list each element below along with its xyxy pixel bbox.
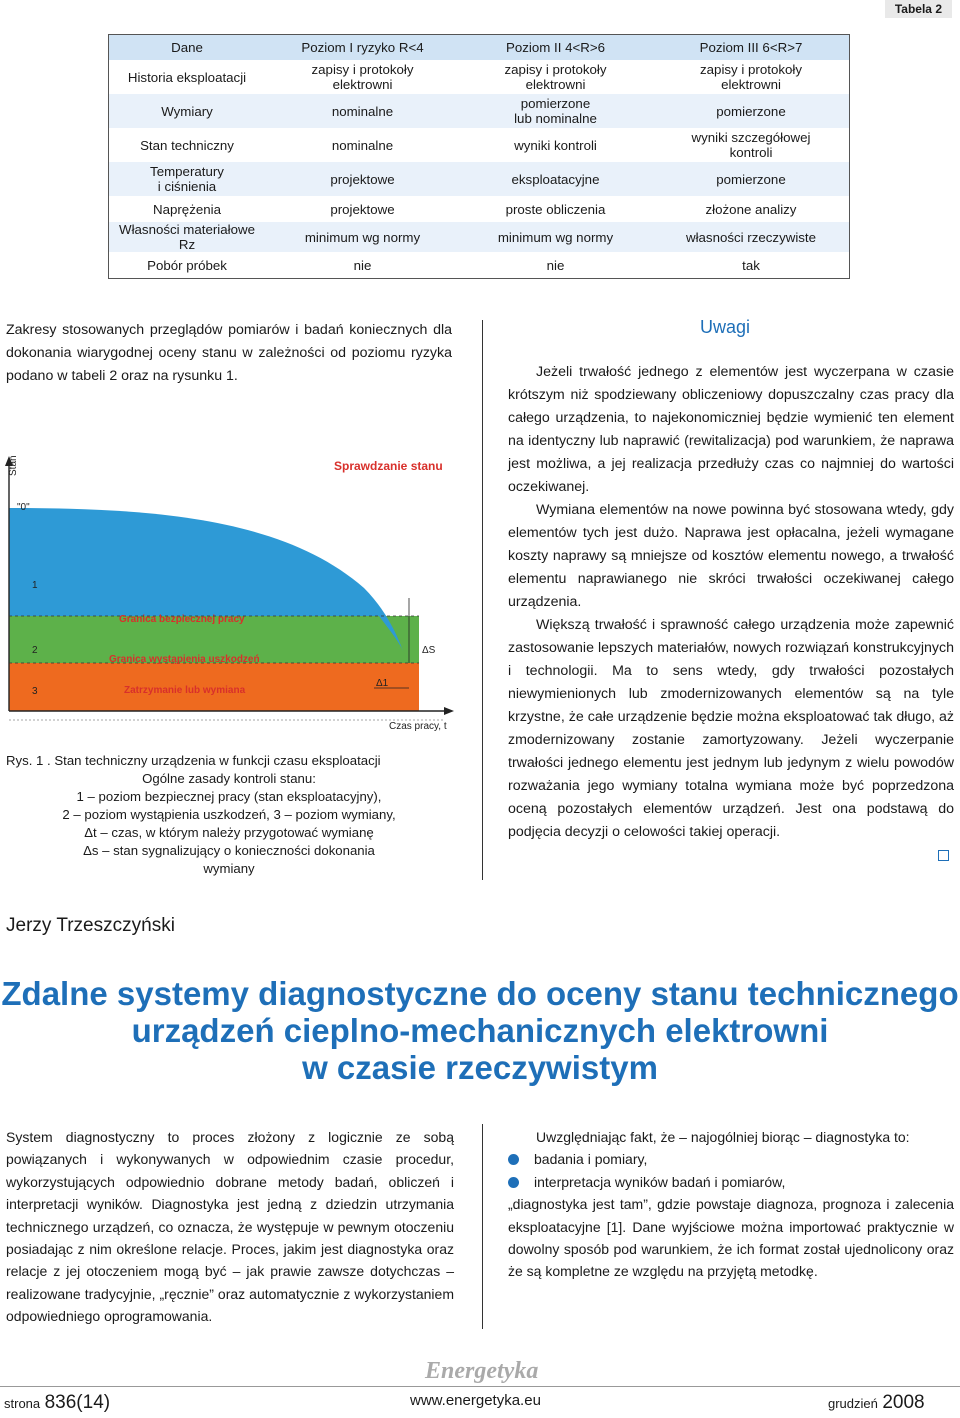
- table-cell: Pobór próbek: [147, 257, 227, 273]
- issue-date: [828, 1392, 925, 1414]
- article-title: [0, 975, 960, 1086]
- x-axis-arrow-icon: [444, 707, 454, 715]
- lower-column-divider: [482, 1124, 483, 1329]
- table-cell: pomierzone lub nominalne: [459, 94, 652, 128]
- table-cell: Historia eksploatacji: [127, 69, 247, 85]
- caption-line: 2 – poziom wystąpienia uszkodzeń, 3 – poziom wymiany,: [62, 807, 396, 822]
- caption-line: Rys. 1 . Stan techniczny urządzenia w funkcji czasu eksploatacji: [6, 753, 381, 768]
- column-divider: [482, 320, 483, 880]
- table-cell: minimum wg normy: [459, 222, 652, 252]
- footer-url[interactable]: www.energetyka.eu: [410, 1392, 541, 1409]
- band-3-label: Zatrzymanie lub wymiana: [124, 685, 246, 696]
- table-cell: Naprężenia: [152, 201, 221, 217]
- table-cell: nominalne: [331, 137, 394, 153]
- table-row: [108, 252, 850, 278]
- author-name: Jerzy Trzeszczyński: [6, 915, 175, 936]
- table-cell: eksploatacyjne: [459, 162, 652, 196]
- table-row: [108, 162, 850, 196]
- table-cell: zapisy i protokoły elektrowni: [504, 62, 607, 92]
- figure-title: Sprawdzanie stanu: [334, 459, 443, 473]
- lower-right-intro: Uwzględniając fakt, że – najogólniej biorąc – diagnostyka to:: [536, 1129, 910, 1145]
- article-title-line: urządzeń cieplno-mechanicznych elektrowni: [131, 1012, 829, 1049]
- level-zero-label: "0": [17, 502, 30, 513]
- table-row: [108, 222, 850, 252]
- y-axis-label: Stan: [8, 455, 19, 476]
- uwagi-column: [508, 361, 954, 844]
- level-1-label: 1: [32, 580, 38, 591]
- table-cell: pomierzone: [652, 94, 850, 128]
- x-axis-label: Czas pracy, t: [389, 721, 447, 732]
- table-cell: wyniki szczegółowej kontroli: [691, 130, 811, 160]
- level-2-label: 2: [32, 645, 38, 656]
- band-2-label: Granica wystąpienia uszkodzeń: [109, 654, 260, 665]
- uwagi-heading: Uwagi: [700, 317, 751, 337]
- issue-year: 2008: [882, 1392, 925, 1413]
- table-header: Poziom III 6<R>7: [652, 34, 850, 60]
- table-cell: złożone analizy: [705, 201, 797, 217]
- table-cell: projektowe: [266, 162, 459, 196]
- table-header: Poziom I ryzyko R<4: [266, 34, 459, 60]
- table-cell: nie: [546, 257, 565, 273]
- table-row: [108, 94, 850, 128]
- list-item: badania i pomiary,: [508, 1148, 954, 1170]
- caption-line: 1 – poziom bezpiecznej pracy (stan eksploatacyjny),: [76, 789, 382, 804]
- table-label: Tabela 2: [885, 0, 952, 18]
- table-cell: zapisy i protokoły elektrowni: [700, 62, 802, 92]
- table-header: Poziom II 4<R>6: [459, 34, 652, 60]
- delta-t-label: Δ1: [376, 678, 389, 689]
- end-of-article-square-icon: [938, 850, 949, 861]
- figure-caption: [6, 752, 452, 878]
- table-row: [108, 196, 850, 222]
- table-cell: zapisy i protokoły elektrowni: [311, 62, 414, 92]
- table-cell: proste obliczenia: [505, 201, 606, 217]
- table-row: [108, 60, 850, 94]
- lower-right-outro: „diagnostyka jest tam”, gdzie powstaje diagnoza, prognoza i zalecenia eksploatacyjne [1]. Dane wyjściowe można importować praktycznie w dowolny sposób pod warunkiem, że ich format został ujednolicony oraz że są kompletne ze względu na przyjętą metodkę.: [508, 1196, 954, 1280]
- footer-rule: [0, 1386, 960, 1387]
- condition-over-time-figure: [4, 448, 454, 738]
- lower-right-column: [508, 1126, 954, 1283]
- issue-month: grudzień: [828, 1396, 878, 1411]
- article-title-line: Zdalne systemy diagnostyczne do oceny stanu technicznego: [1, 975, 959, 1012]
- caption-line: Δs – stan sygnalizujący o konieczności dokonania: [83, 843, 375, 858]
- delta-s-label: ΔS: [422, 645, 436, 656]
- table-cell: Stan techniczny: [140, 137, 234, 153]
- caption-line: Δt – czas, w którym należy przygotować wymianę: [84, 825, 374, 840]
- list-item: interpretacja wyników badań i pomiarów,: [508, 1171, 954, 1193]
- caption-line: wymiany: [203, 861, 255, 876]
- diagnostics-bullet-list: [508, 1148, 954, 1193]
- table-cell: projektowe: [330, 201, 395, 217]
- energetyka-logo: Energetyka: [425, 1358, 539, 1384]
- table-cell: minimum wg normy: [266, 222, 459, 252]
- table-cell: Wymiary: [108, 94, 266, 128]
- page-number: [4, 1392, 110, 1414]
- intro-paragraph: Zakresy stosowanych przeglądów pomiarów i badań koniecznych dla dokonania wiarygodnej oceny stanu w zależności od poziomu ryzyka podano w tabeli 2 oraz na rysunku 1.: [6, 322, 452, 384]
- table-cell: tak: [742, 257, 760, 273]
- band-1-label: Granica bezpiecznej pracy: [119, 614, 245, 625]
- risk-level-table: [108, 34, 850, 278]
- article-title-line: w czasie rzeczywistym: [302, 1049, 658, 1086]
- lower-left-paragraph: System diagnostyczny to proces złożony z logicznie ze sobą powiązanych i wykonywanych w odpowiednim czasie procedur, wykorzystujących odpowiednio dobrane metody badań, obliczeń i interpretacji wyników. Diagnostyka jest jedną z dziedzin utrzymania technicznego urządzeń, co oznacza, że występuje w pewnym otoczeniu posiadając z nim określone relacje. Proces, jakim jest diagnostyka oraz relacje z jej otoczeniem mogą być – jak prawie zawsze dotychczas – realizowane tradycyjnie, „ręcznie” oraz automatycznie z wykorzystaniem odpowiedniego oprogramowania.: [6, 1129, 454, 1325]
- table-header: Dane: [108, 34, 266, 60]
- table-cell: wyniki kontroli: [514, 137, 597, 153]
- page-number-value: 836(14): [44, 1392, 111, 1413]
- table-cell: pomierzone: [652, 162, 850, 196]
- uwagi-paragraph: Większą trwałość i sprawność całego urządzenia może zapewnić zastosowanie lepszych materiałów, nowych rozwiązań konstrukcyjnych i technologii. Ma to sens wtedy, gdy trwałości pozostałych niewymienionych lub zmodernizowanych elementów są na tyle krzystne, że całe urządzenie będzie można eksploatować tak długo, aż zmodernizowany zostanie zamortyzowany. Jeżeli wyczerpanie trwałości jednego elementu jest jednym lub jedynym z wielu powodów rozważania jego wymiany totalna wymiana może być poprzedzona oceną pozostałych elementów urządzeń. Jest ona podstawą do podjęcia decyzji o celowości takiej operacji.: [508, 617, 954, 840]
- table-cell: Temperatury i ciśnienia: [108, 162, 266, 196]
- caption-line: Ogólne zasady kontroli stanu:: [142, 771, 316, 786]
- table-cell: własności rzeczywiste: [652, 222, 850, 252]
- uwagi-paragraph: Wymiana elementów na nowe powinna być stosowana wtedy, gdy elementów tych jest dużo. Naprawa jest opłacalna, jeżeli wymagane koszty naprawy są mniejsze od kosztów elementu nowego, a trwałość elementu naprawianego nie skróci trwałości oczekiwanej całego urządzenia.: [508, 502, 954, 610]
- table-cell: Własności materiałowe Rz: [108, 222, 266, 252]
- page-prefix: strona: [4, 1396, 41, 1411]
- table-cell: nie: [353, 257, 372, 273]
- uwagi-paragraph: Jeżeli trwałość jednego z elementów jest wyczerpana w czasie krótszym niż spodziewany obliczeniowy dopuszczalny czas pracy dla całego urządzenia, to najekonomiczniej będzie wymienić ten element na identyczny lub naprawić (rewitalizacja) pod warunkiem, że naprawa jest możliwa, a jej realizacja przedłuży czas co najmniej do wartości oczekiwanej.: [508, 364, 954, 495]
- table-cell: nominalne: [266, 94, 459, 128]
- table-row: [108, 128, 850, 162]
- level-3-label: 3: [32, 686, 38, 697]
